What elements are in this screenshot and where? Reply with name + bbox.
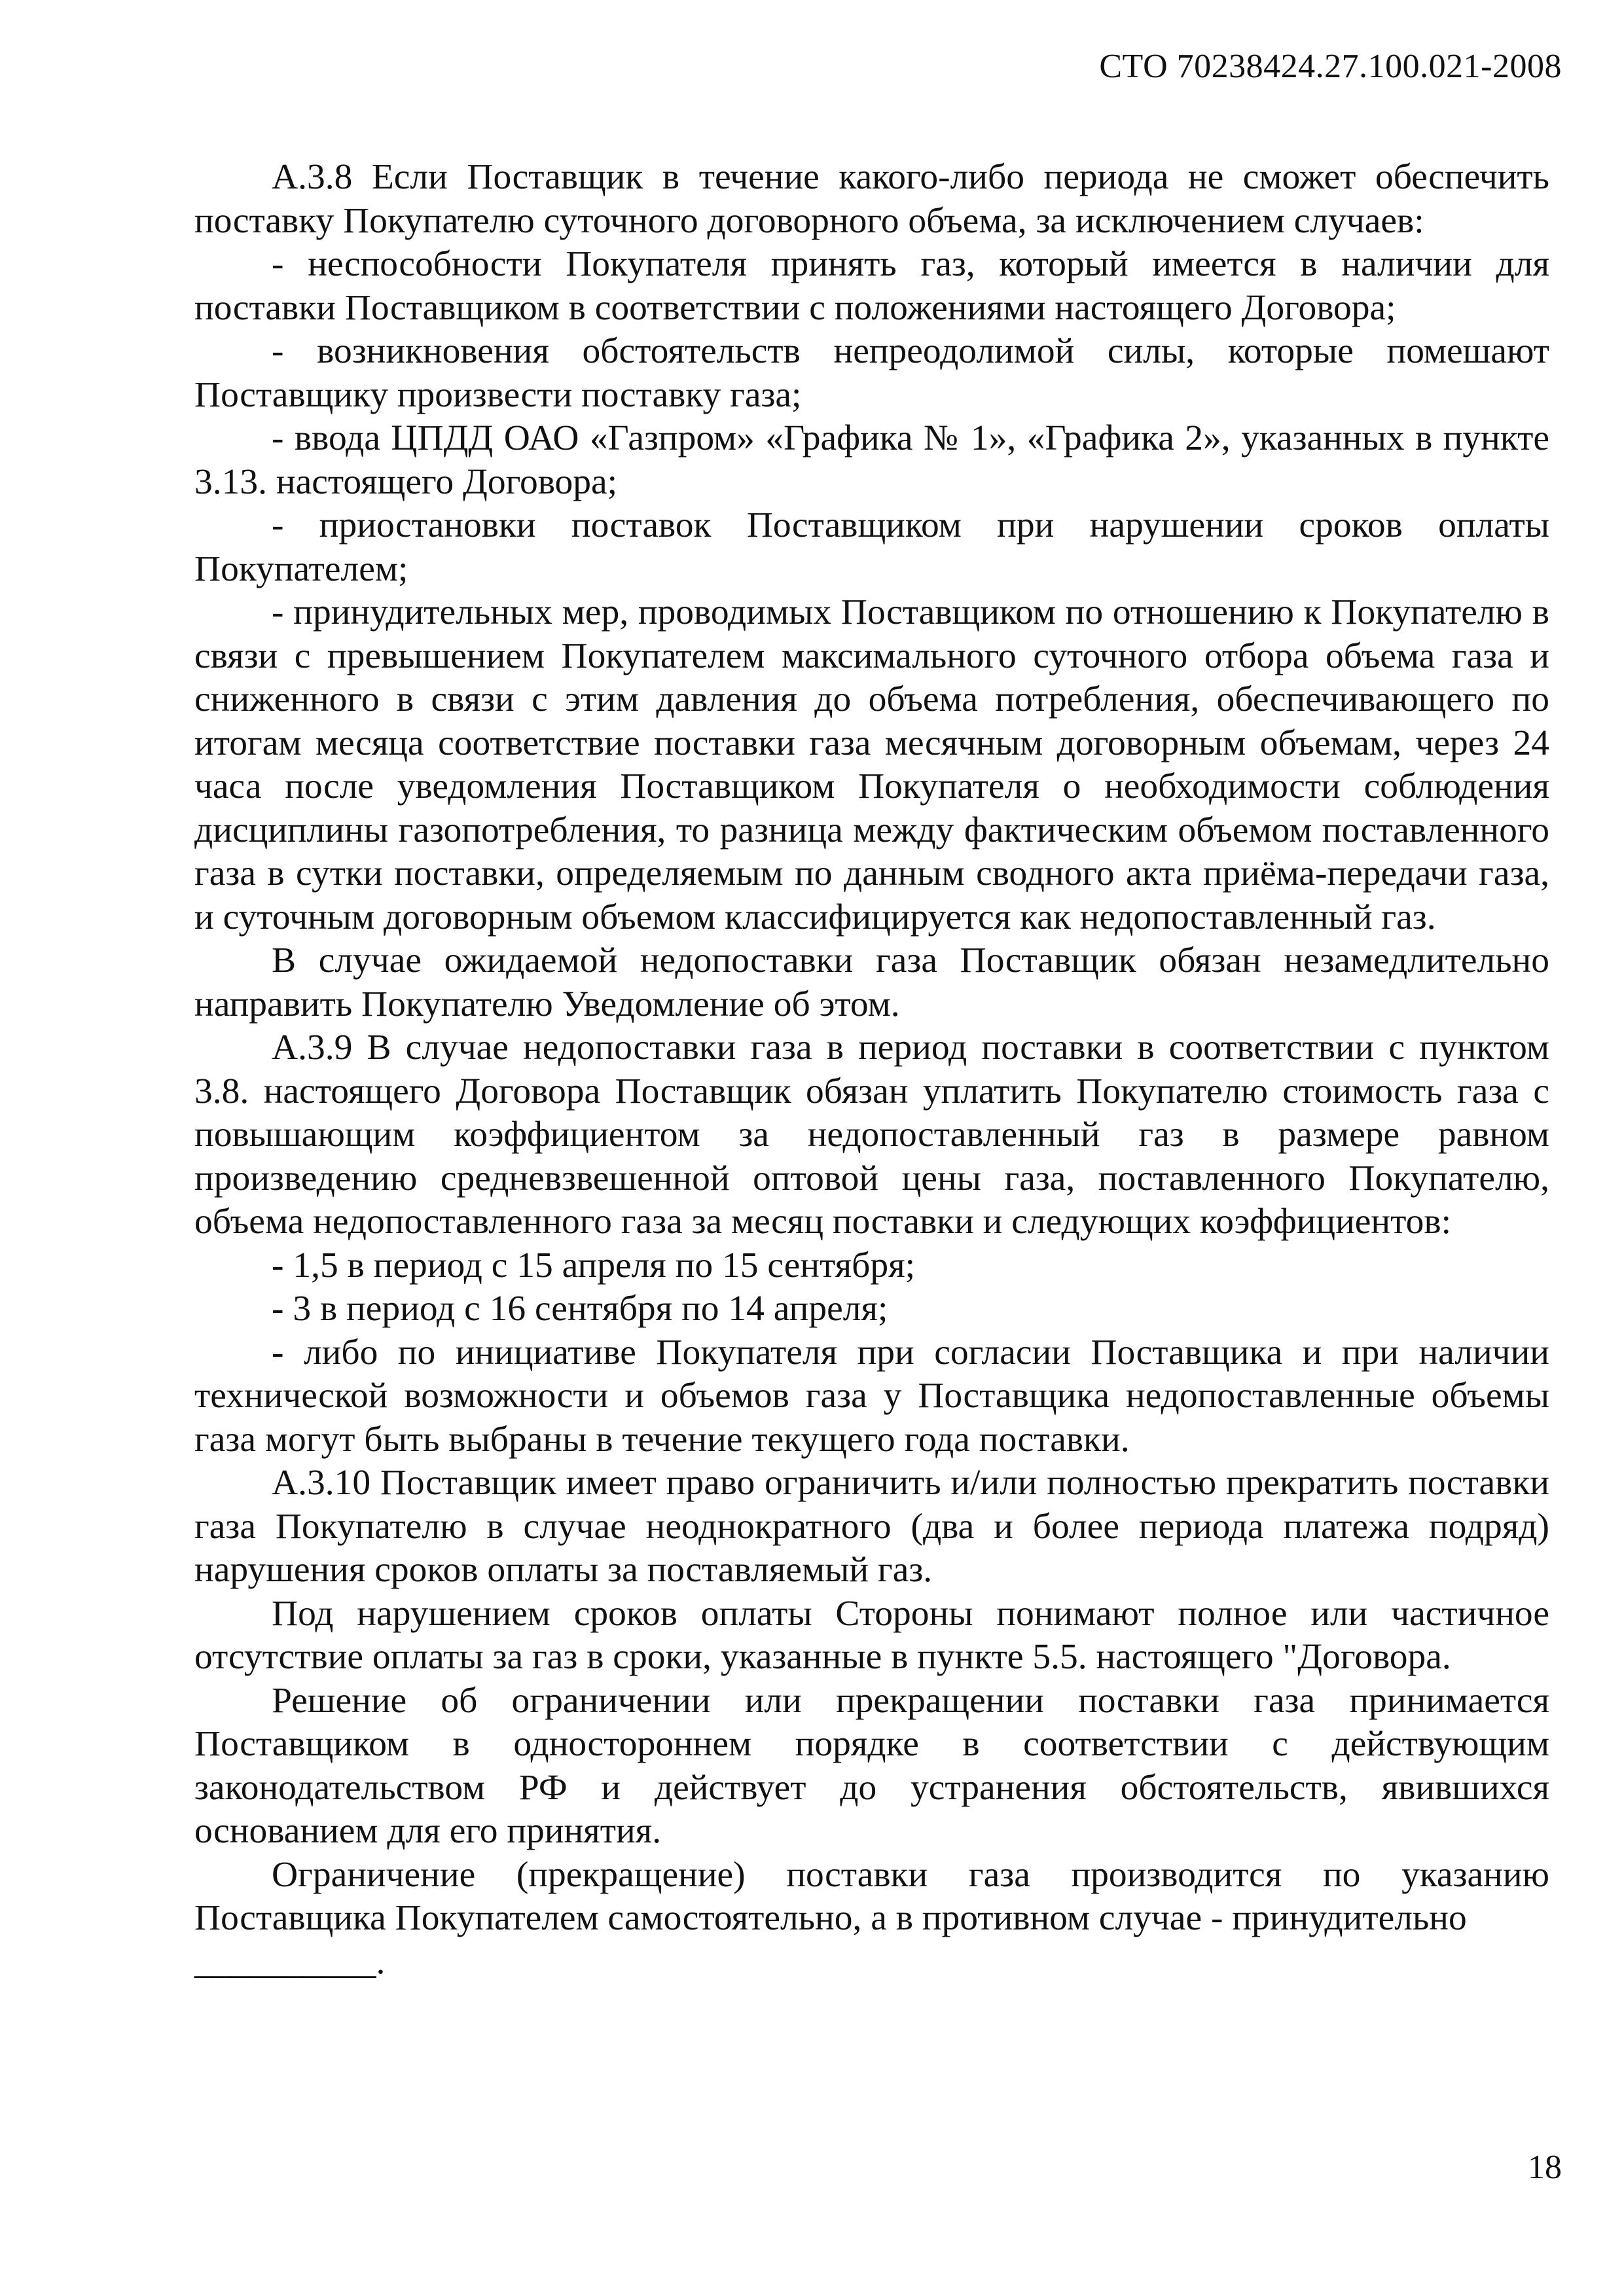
- list-item-schedule: - ввода ЦПДД ОАО «Газпром» «Графика № 1», «Графика 2», указанных в пункте 3.13. настоящего Договора;: [194, 418, 1549, 502]
- paragraph-expected-shortage: В случае ожидаемой недопоставки газа Поставщик обязан незамедлительно направить Покупателю Уведомление об этом.: [194, 941, 1549, 1024]
- page-number: 18: [1528, 2149, 1562, 2186]
- list-item-buyer-initiative: - либо по инициативе Покупателя при согласии Поставщика и при наличии технической возможности и объемов газа у Поставщика недопоставленные объемы газа могут быть выбраны в течение текущего года поставки.: [194, 1332, 1549, 1460]
- list-item-enforcement: - принудительных мер, проводимых Поставщиком по отношению к Покупателю в связи с превышением Покупателем максимального суточного отбора объема газа и сниженного в связи с этим давления до объема потребления, обеспечивающего по итогам месяца соответствие поставки газа месячным договорным объемам, через 24 часа после уведомления Поставщиком Покупателя о необходимости соблюдения дисциплины газопотребления, то разница между фактическим объемом поставленного газа в сутки поставки, определяемым по данным сводного акта приёма-передачи газа, и суточным договорным объемом классифицируется как недопоставленный газ.: [194, 592, 1549, 937]
- paragraph-a39: А.3.9 В случае недопоставки газа в период поставки в соответствии с пунктом 3.8. настоящего Договора Поставщик обязан уплатить Покупателю стоимость газа с повышающим коэффициентом за недопоставленный газ в размере равном произведению средневзвешенной оптовой цены газа, поставленного Покупателю, объема недопоставленного газа за месяц поставки и следующих коэффициентов:: [194, 1028, 1549, 1242]
- document-body: [194, 156, 1549, 1984]
- paragraph-a38: А.3.8 Если Поставщик в течение какого-либо периода не сможет обеспечить поставку Покупателю суточного договорного объема, за исключением случаев:: [194, 157, 1549, 241]
- list-item-suspension: - приостановки поставок Поставщиком при нарушении сроков оплаты Покупателем;: [194, 505, 1549, 589]
- list-item-force-majeure: - возникновения обстоятельств непреодолимой силы, которые помешают Поставщику произвести поставку газа;: [194, 331, 1549, 415]
- paragraph-a310: А.3.10 Поставщик имеет право ограничить и/или полностью прекратить поставки газа Покупателю в случае неоднократного (два и более периода платежа подряд) нарушения сроков оплаты за поставляемый газ.: [194, 1463, 1549, 1590]
- paragraph-restriction-procedure: Ограничение (прекращение) поставки газа производится по указанию Поставщика Покупателем самостоятельно, а в противном случае - принудительно: [194, 1854, 1549, 1938]
- paragraph-restriction-decision: Решение об ограничении или прекращении поставки газа принимается Поставщиком в одностороннем порядке в соответствии с действующим законодательством РФ и действует до устранения обстоятельств, явившихся основанием для его принятия.: [194, 1680, 1549, 1851]
- list-item-coefficient-3: - 3 в период с 16 сентября по 14 апреля;: [272, 1289, 888, 1329]
- document-code-header: СТО 70238424.27.100.021-2008: [1099, 48, 1562, 85]
- blank-line: __________.: [194, 1941, 386, 1982]
- paragraph-payment-violation: Под нарушением сроков оплаты Стороны понимают полное или частичное отсутствие оплаты за газ в сроки, указанные в пункте 5.5. настоящего "Договора.: [194, 1593, 1549, 1677]
- list-item-coefficient-1-5: - 1,5 в период с 15 апреля по 15 сентября;: [272, 1245, 916, 1285]
- list-item-inability: - неспособности Покупателя принять газ, который имеется в наличии для поставки Поставщиком в соответствии с положениями настоящего Договора;: [194, 244, 1549, 328]
